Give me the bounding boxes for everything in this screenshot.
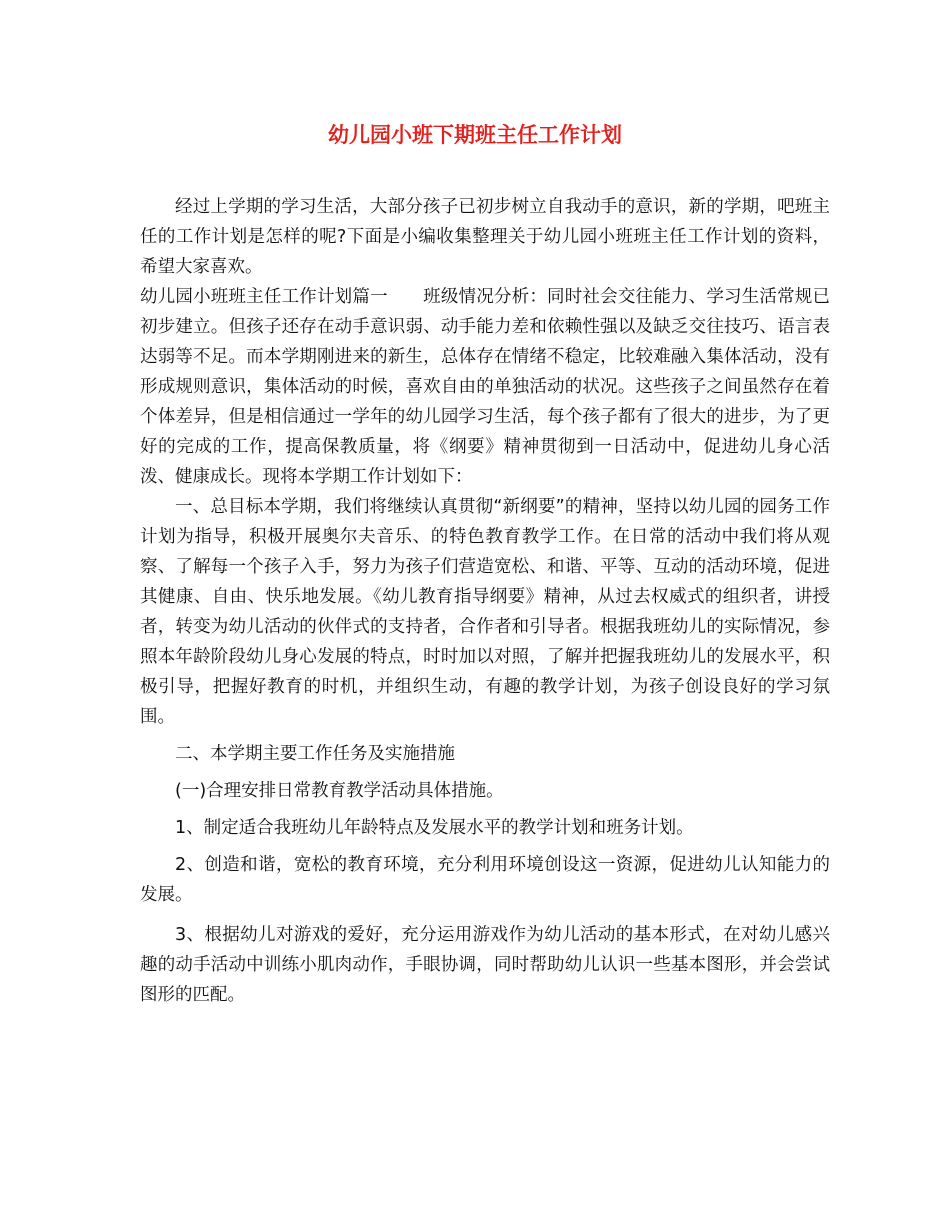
document-title: 幼儿园小班下期班主任工作计划 [328,122,622,147]
class-analysis-paragraph: 幼儿园小班班主任工作计划篇一 班级情况分析：同时社会交往能力、学习生活常规已初步建立。但孩子还存在动手意识弱、动手能力差和依赖性强以及缺乏交往技巧、语言表达弱等不足。而本学期刚进来的新生，总体存在情绪不稳定，比较难融入集体活动，没有形成规则意识，集体活动的时候，喜欢自由的单独活动的状况。这些孩子之间虽然存在着个体差异，但是相信通过一学年的幼儿园学习生活，每个孩子都有了很大的进步，为了更好的完成的工作，提高保教质量，将《纲要》精神贯彻到一日活动中，促进幼儿身心活泼、健康成长。现将本学期工作计划如下： [140,287,830,487]
section-heading-tasks: 二、本学期主要工作任务及实施措施 [175,744,455,764]
overall-goal-paragraph: 一、总目标本学期，我们将继续认真贯彻“新纲要”的精神，坚持以幼儿园的园务工作计划为指导，积极开展奥尔夫音乐、的特色教育教学工作。在日常的活动中我们将从观察、了解每一个孩子入手，努力为孩子们营造宽松、和谐、平等、互动的活动环境，促进其健康、自由、快乐地发展。《幼儿教育指导纲要》精神，从过去权威式的组织者，讲授者，转变为幼儿活动的伙伴式的支持者，合作者和引导者。根据我班幼儿的实际情况，参照本年龄阶段幼儿身心发展的特点，时时加以对照，了解并把握我班幼儿的发展水平，积极引导，把握好教育的时机，并组织生动，有趣的教学计划，为孩子创设良好的学习氛围。 [140,497,830,727]
list-item-2: 2、创造和谐，宽松的教育环境，充分利用环境创设这一资源，促进幼儿认知能力的发展。 [140,855,830,905]
intro-paragraph: 经过上学期的学习生活，大部分孩子已初步树立自我动手的意识，新的学期，吧班主任的工作计划是怎样的呢?下面是小编收集整理关于幼儿园小班班主任工作计划的资料，希望大家喜欢。 [140,197,830,277]
list-item-3: 3、根据幼儿对游戏的爱好，充分运用游戏作为幼儿活动的基本形式，在对幼儿感兴趣的动手活动中训练小肌肉动作，手眼协调，同时帮助幼儿认识一些基本图形，并会尝试图形的匹配。 [140,925,830,1005]
list-item-1: 1、制定适合我班幼儿年龄特点及发展水平的教学计划和班务计划。 [175,818,694,838]
document-body [140,192,830,1010]
subsection-heading-activities: (一)合理安排日常教育教学活动具体措施。 [175,781,504,801]
